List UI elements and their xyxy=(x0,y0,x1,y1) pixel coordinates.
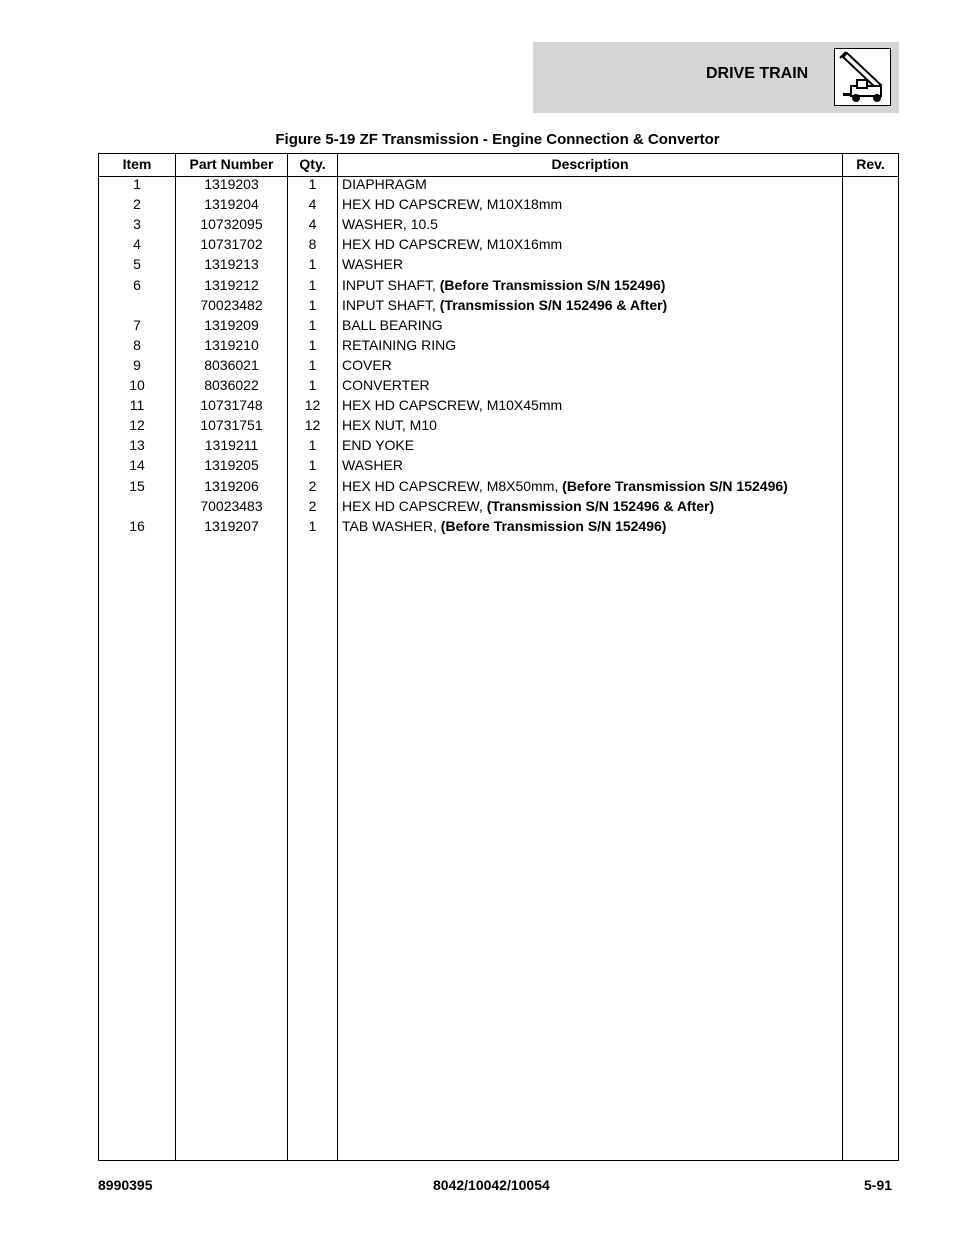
qty-cell: 1 xyxy=(308,457,317,474)
description-cell xyxy=(342,295,842,315)
qty-cell: 4 xyxy=(308,196,317,213)
qty-cell: 12 xyxy=(304,397,321,414)
part-number-cell: 8036021 xyxy=(204,356,259,373)
item-cell: 11 xyxy=(129,397,145,414)
qty-cell: 12 xyxy=(304,417,321,434)
part-number-cell: 1319213 xyxy=(204,256,259,273)
description-text: HEX HD CAPSCREW, M10X45mm xyxy=(342,397,563,414)
item-cell: 3 xyxy=(133,216,141,233)
part-number-cell: 1319209 xyxy=(204,316,259,333)
description-cell xyxy=(342,415,842,435)
description-text: HEX HD CAPSCREW, M10X18mm xyxy=(342,196,563,213)
part-number-cell: 8036022 xyxy=(204,377,259,393)
part-number-cell: 1319205 xyxy=(204,457,259,474)
telehandler-icon xyxy=(834,48,891,106)
page-number: 5-91 xyxy=(864,1177,893,1193)
description-cell xyxy=(342,496,842,516)
table-row xyxy=(99,355,898,375)
part-number-cell: 1319203 xyxy=(204,176,259,192)
description-text: TAB WASHER, xyxy=(342,517,441,534)
part-number-cell: 10731702 xyxy=(200,236,263,253)
qty-cell: 1 xyxy=(308,276,317,293)
part-number-cell: 70023482 xyxy=(200,296,263,313)
description-text: RETAINING RING xyxy=(342,336,457,353)
table-row xyxy=(99,496,898,516)
qty-cell: 4 xyxy=(308,216,317,233)
qty-cell: 8 xyxy=(308,236,317,253)
description-text: BALL BEARING xyxy=(342,316,443,333)
qty-cell: 2 xyxy=(308,497,317,514)
item-cell: 7 xyxy=(133,316,141,333)
table-row xyxy=(99,295,898,315)
description-cell xyxy=(342,275,842,295)
description-cell xyxy=(342,375,842,395)
qty-cell: 1 xyxy=(308,377,317,393)
qty-cell: 1 xyxy=(308,517,317,534)
table-row xyxy=(99,516,898,536)
item-cell: 12 xyxy=(129,417,145,434)
item-cell: 4 xyxy=(133,236,141,253)
description-text: END YOKE xyxy=(342,437,415,454)
description-cell xyxy=(342,435,842,455)
qty-cell: 1 xyxy=(308,356,317,373)
table-row xyxy=(99,315,898,335)
table-row xyxy=(99,234,898,254)
description-text: HEX HD CAPSCREW, xyxy=(342,497,487,514)
qty-cell: 1 xyxy=(308,316,317,333)
table-row xyxy=(99,335,898,355)
description-text: WASHER xyxy=(342,256,403,273)
section-title: DRIVE TRAIN xyxy=(706,65,809,82)
table-row xyxy=(99,194,898,214)
item-cell: 1 xyxy=(133,176,141,192)
model-numbers: 8042/10042/10054 xyxy=(433,1177,550,1193)
part-number-cell: 1319212 xyxy=(204,276,259,293)
parts-table xyxy=(98,153,899,1161)
part-number-cell: 1319206 xyxy=(204,477,259,494)
item-cell: 8 xyxy=(133,336,141,353)
table-row xyxy=(99,476,898,496)
item-cell: 10 xyxy=(129,377,145,393)
description-cell xyxy=(342,234,842,254)
table-row xyxy=(99,174,898,194)
description-text: COVER xyxy=(342,356,392,373)
column-header-part-number: Part Number xyxy=(189,156,274,172)
qty-cell: 1 xyxy=(308,336,317,353)
serial-note: (Before Transmission S/N 152496) xyxy=(440,517,667,534)
part-number-cell: 10731751 xyxy=(200,417,263,434)
part-number-cell: 1319211 xyxy=(204,437,259,454)
description-text: CONVERTER xyxy=(342,377,430,393)
serial-note: (Before Transmission S/N 152496) xyxy=(562,477,788,494)
description-cell xyxy=(342,395,842,415)
serial-note: (Transmission S/N 152496 & After) xyxy=(486,497,715,514)
column-header-item: Item xyxy=(122,156,152,172)
description-text: INPUT SHAFT, xyxy=(342,296,440,313)
description-text: WASHER, 10.5 xyxy=(342,216,438,233)
description-cell xyxy=(342,355,842,375)
figure-title: Figure 5-19 ZF Transmission - Engine Connection & Convertor xyxy=(275,131,720,148)
description-text: INPUT SHAFT, xyxy=(342,276,440,293)
qty-cell: 2 xyxy=(308,477,317,494)
table-row xyxy=(99,415,898,435)
table-row xyxy=(99,435,898,455)
column-header-qty: Qty. xyxy=(299,156,326,172)
table-row xyxy=(99,395,898,415)
table-row xyxy=(99,275,898,295)
item-cell: 6 xyxy=(133,276,141,293)
description-cell xyxy=(342,315,842,335)
column-header-rev: Rev. xyxy=(856,156,885,172)
description-text: DIAPHRAGM xyxy=(342,176,427,192)
description-cell xyxy=(342,516,842,536)
item-cell: 13 xyxy=(129,437,145,454)
table-row xyxy=(99,214,898,234)
item-cell: 15 xyxy=(129,477,145,494)
table-row xyxy=(99,455,898,475)
serial-note: (Transmission S/N 152496 & After) xyxy=(439,296,668,313)
table-row xyxy=(99,375,898,395)
description-text: HEX HD CAPSCREW, M8X50mm, xyxy=(342,477,563,494)
description-cell xyxy=(342,455,842,475)
qty-cell: 1 xyxy=(308,296,317,313)
part-number-cell: 1319207 xyxy=(204,517,259,534)
part-number-cell: 10731748 xyxy=(200,397,263,414)
description-text: HEX NUT, M10 xyxy=(342,417,437,434)
qty-cell: 1 xyxy=(308,437,317,454)
description-cell xyxy=(342,335,842,355)
part-number-cell: 1319210 xyxy=(204,336,259,353)
item-cell: 9 xyxy=(133,356,141,373)
description-cell xyxy=(342,476,842,496)
description-cell xyxy=(342,194,842,214)
part-number-cell: 70023483 xyxy=(200,497,263,514)
part-number-cell: 1319204 xyxy=(204,196,259,213)
qty-cell: 1 xyxy=(308,176,317,192)
document-number: 8990395 xyxy=(98,1177,153,1193)
item-cell: 16 xyxy=(129,517,145,534)
description-cell xyxy=(342,174,842,194)
description-cell xyxy=(342,254,842,274)
description-cell xyxy=(342,214,842,234)
table-row xyxy=(99,254,898,274)
part-number-cell: 10732095 xyxy=(200,216,263,233)
item-cell: 5 xyxy=(133,256,141,273)
description-text: WASHER xyxy=(342,457,403,474)
serial-note: (Before Transmission S/N 152496) xyxy=(439,276,666,293)
item-cell: 14 xyxy=(129,457,145,474)
description-text: HEX HD CAPSCREW, M10X16mm xyxy=(342,236,563,253)
column-header-description: Description xyxy=(551,156,629,172)
qty-cell: 1 xyxy=(308,256,317,273)
item-cell: 2 xyxy=(133,196,141,213)
